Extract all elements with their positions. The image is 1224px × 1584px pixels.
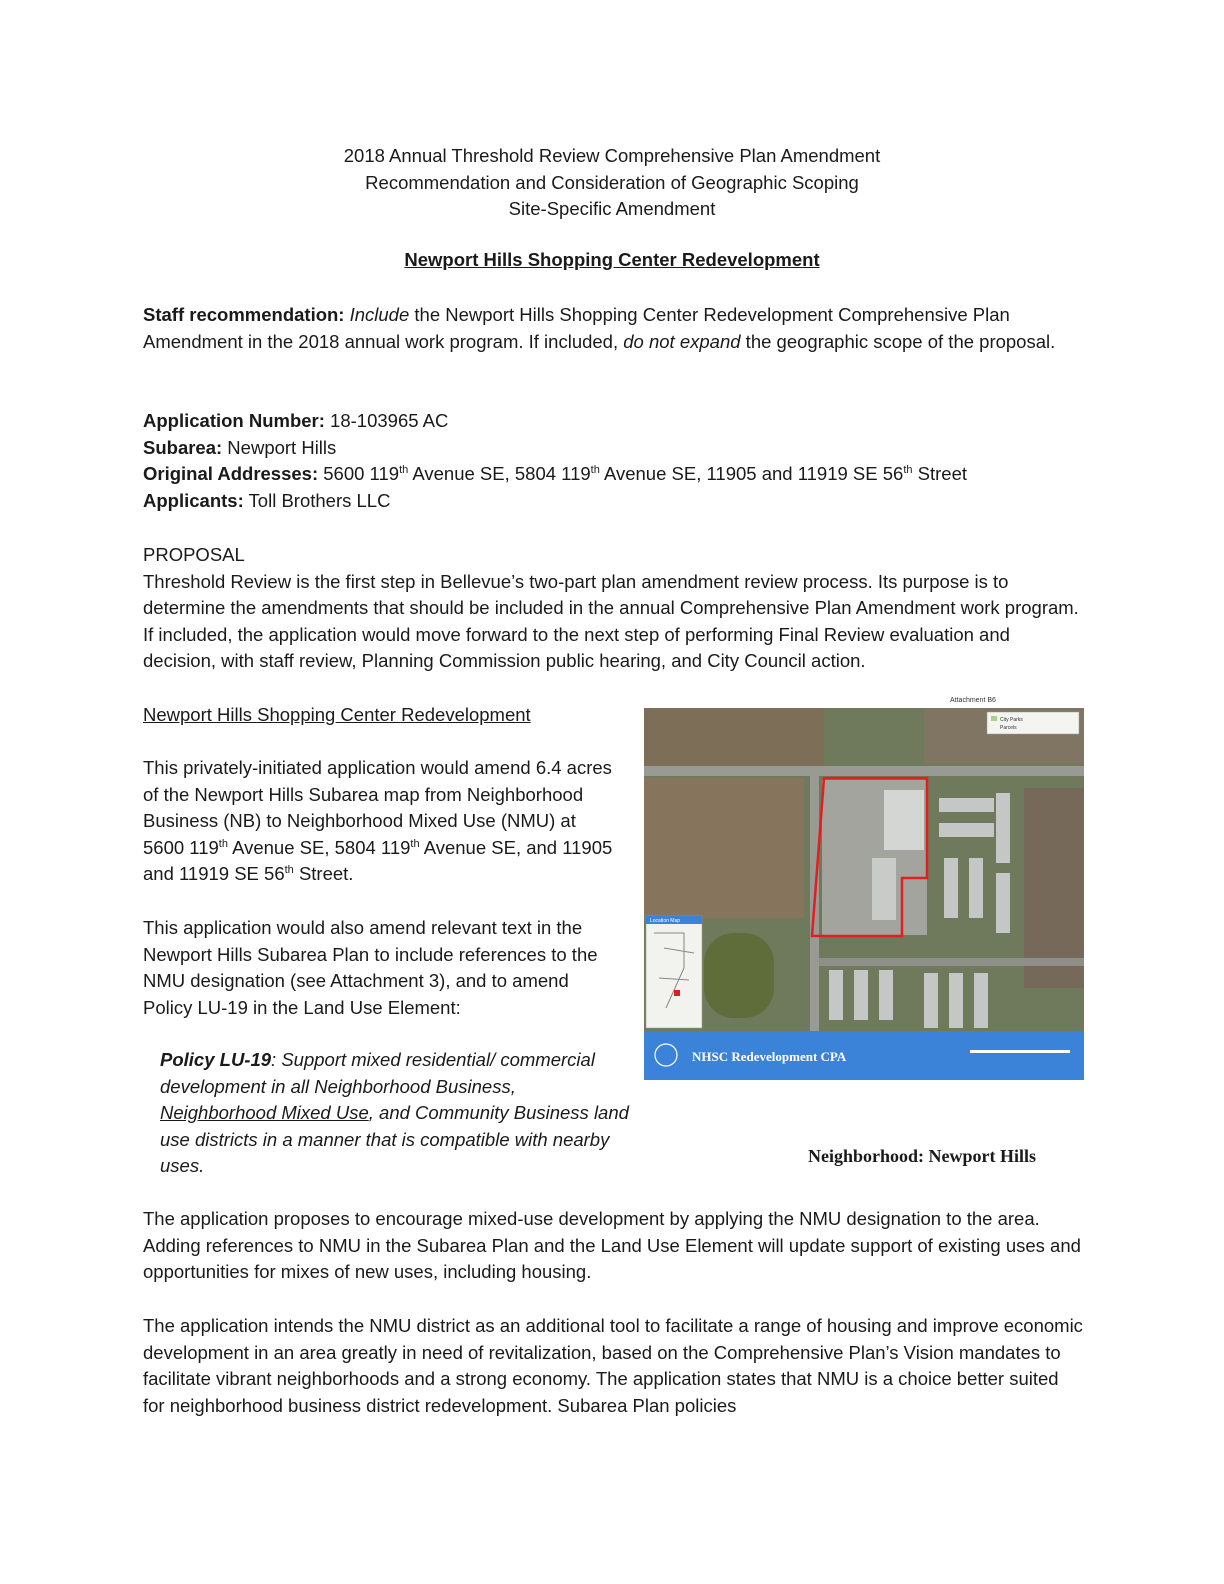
map-residential-area [644, 778, 804, 918]
amendment-text-3: Avenue SE, and 11905 and 11919 SE 56 [143, 836, 613, 884]
superscript-th: th [218, 837, 228, 850]
superscript-th: th [399, 464, 409, 476]
proposal-section [143, 542, 1083, 675]
map-building [884, 790, 924, 850]
policy-label: Policy LU-19 [160, 1049, 272, 1070]
amendment-paragraph [143, 755, 618, 888]
amendment-text-4: Street. [293, 863, 354, 884]
document-title: Newport Hills Shopping Center Redevelopment [404, 249, 820, 270]
do-not-expand-phrase: do not expand [623, 330, 741, 352]
map-residential-area [644, 708, 824, 768]
application-number-value: 18-103965 AC [324, 410, 449, 431]
proposal-heading: PROPOSAL [143, 544, 245, 565]
amendment-text-1: This privately-initiated application would amend 6.4 acres of the Newport Hills Subarea map from Neighborhood Business (NB) to Neighborhood Mixed Use (NMU) at 5600 119 [143, 757, 612, 858]
applicants-label: Applicants: [143, 489, 244, 511]
policy-text-a: : Support mixed residential/ commercial development in all Neighborhood Business, [160, 1049, 595, 1097]
map-scale-bar [970, 1050, 1070, 1053]
staff-recommendation [143, 302, 1083, 355]
policy-underlined: Neighborhood Mixed Use [160, 1102, 369, 1123]
map-banner-title: NHSC Redevelopment CPA [692, 1049, 847, 1064]
subarea-value: Newport Hills [222, 436, 337, 458]
map-road [644, 766, 1084, 776]
inset-site-marker [674, 990, 680, 996]
header-line-1: 2018 Annual Threshold Review Comprehensive Plan Amendment [343, 145, 881, 166]
address-part-2: Avenue SE, 5804 119 [408, 463, 591, 484]
map-building [872, 858, 896, 920]
application-number-line [143, 408, 1083, 435]
subarea-line [143, 435, 1083, 462]
superscript-th: th [590, 464, 600, 476]
proposal-paragraph: Threshold Review is the first step in Bellevue’s two-part plan amendment review process. Its purpose is to determine the amendments that should be included in the annual Comprehensive Plan Amendment work program. If included, the application would move forward to the next step of performing Final Review evaluation and decision, with staff review, Planning Commission public hearing, and City Council action. [143, 570, 1079, 671]
policy-quote [160, 1047, 630, 1180]
recommendation-text-b: the geographic scope of the proposal. [740, 330, 1056, 352]
policy-text-b: , and Community Business land use districts in a manner that is compatible with nearby uses. [160, 1102, 629, 1176]
addresses-label: Original Addresses: [143, 463, 319, 484]
document-header [0, 143, 1224, 223]
addresses-line [143, 461, 1083, 488]
closing-paragraph-1: The application proposes to encourage mixed-use development by applying the NMU designation to the area. Adding references to NMU in the Subarea Plan and the Land Use Element will update support of existing uses and opportunities for mixes of new uses, including housing. [143, 1208, 1081, 1282]
address-part-1: 5600 119 [318, 463, 400, 484]
recommendation-text-a: the Newport Hills Shopping Center Redevelopment Comprehensive Plan Amendment in the 2018 annual work program. If included, [143, 304, 1010, 352]
applicants-value: Toll Brothers LLC [243, 489, 391, 511]
section-subheading [143, 702, 623, 729]
subheading-text: Newport Hills Shopping Center Redevelopment [143, 704, 531, 725]
applicants-line [143, 488, 1083, 515]
aerial-map [644, 708, 1084, 1080]
text-amendment-paragraph: This application would also amend relevant text in the Newport Hills Subarea Plan to include references to the NMU designation (see Attachment 3), and to amend Policy LU-19 in the Land Use Element: [143, 917, 598, 1018]
staff-recommendation-label: Staff recommendation: [143, 304, 345, 325]
legend-city-parks: City Parks [1000, 717, 1023, 723]
application-info [143, 408, 1083, 514]
inset-title: Location Map [650, 918, 681, 924]
map-park [704, 933, 774, 1018]
include-word: Include [349, 304, 410, 325]
legend-city-parks-swatch [991, 716, 997, 721]
address-part-3: Avenue SE, 11905 and 11919 SE 56 [599, 463, 904, 484]
subarea-label: Subarea: [143, 436, 223, 458]
superscript-th: th [410, 837, 420, 850]
address-part-4: Street [912, 463, 967, 484]
superscript-th: th [284, 864, 294, 876]
map-road [819, 958, 1084, 966]
map-attachment-label: Attachment B6 [950, 697, 996, 704]
legend-parcels: Parcels [1000, 725, 1017, 731]
amendment-text-2: Avenue SE, 5804 119 [227, 836, 411, 858]
map-caption: Neighborhood: Newport Hills [808, 1146, 1037, 1166]
header-line-2: Recommendation and Consideration of Geographic Scoping [365, 171, 859, 193]
application-number-label: Application Number: [143, 410, 325, 431]
closing-paragraph-2: The application intends the NMU district as an additional tool to facilitate a range of housing and improve economic development in an area greatly in need of revitalization, based on the Comprehensive Plan’s Vision mandates to facilitate vibrant neighborhoods and a strong economy. The application states that NMU is a choice better suited for neighborhood business district redevelopment. Subarea Plan policies [143, 1315, 1083, 1416]
header-line-3: Site-Specific Amendment [508, 198, 716, 219]
superscript-th: th [903, 464, 913, 476]
